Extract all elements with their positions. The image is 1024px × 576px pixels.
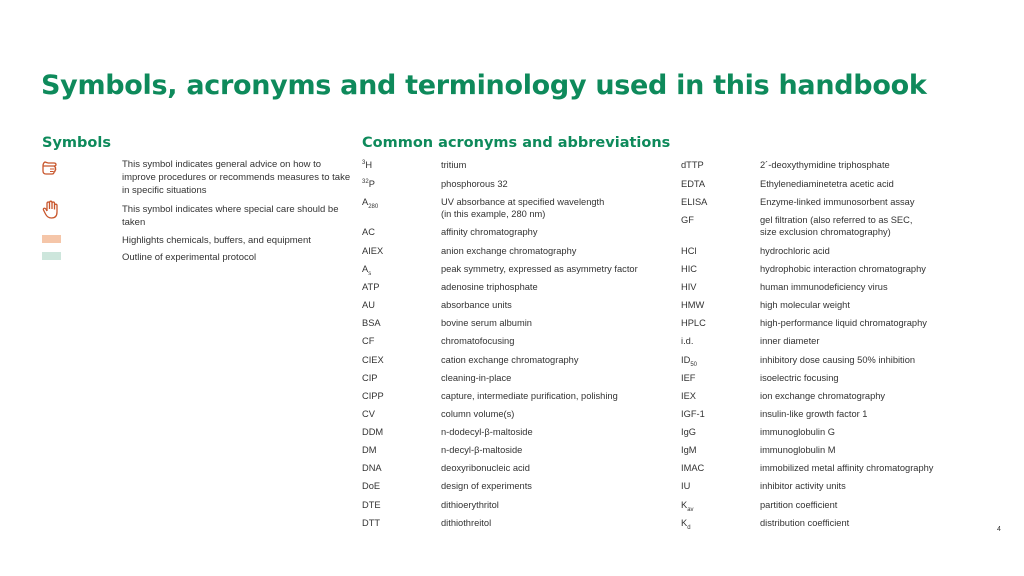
- raised-hand-icon: [42, 200, 60, 225]
- acronym-term: CV: [362, 409, 375, 419]
- acronym-superscript: 3: [362, 159, 366, 166]
- pointing-hand-icon: [42, 158, 62, 181]
- acronym-term: DTT: [362, 518, 381, 528]
- page-title: Symbols, acronyms and terminology used in this handbook: [41, 70, 927, 101]
- acronym-definition: dithiothreitol: [441, 518, 492, 528]
- acronym-term: $^3$H: [362, 159, 373, 170]
- acronym-definition: inhibitory dose causing 50% inhibition: [760, 355, 916, 365]
- acronym-term: $ID_{50}$: [681, 355, 697, 368]
- acronym-definition: cleaning-in-place: [441, 373, 512, 383]
- acronym-term: CIEX: [362, 355, 384, 365]
- acronym-term: $K_{av}$: [681, 500, 694, 513]
- acronym-definition: ion exchange chromatography: [760, 391, 886, 401]
- acronym-term: CF: [362, 336, 375, 346]
- acronym-subscript: 280: [368, 203, 379, 210]
- acronyms-heading: Common acronyms and abbreviations: [362, 135, 671, 151]
- acronym-definition: cation exchange chromatography: [441, 355, 579, 365]
- acronym-definition: insulin-like growth factor 1: [760, 409, 868, 419]
- acronym-term: $A_{280}$: [362, 197, 379, 210]
- acronym-definition: immobilized metal affinity chromatography: [760, 463, 934, 473]
- acronym-term: AU: [362, 300, 375, 310]
- acronym-term: HIC: [681, 264, 698, 274]
- acronym-definition: high-performance liquid chromatography: [760, 318, 927, 328]
- acronym-definition: partition coefficient: [760, 500, 838, 510]
- acronym-definition: design of experiments: [441, 481, 532, 491]
- acronym-subscript: d: [687, 524, 691, 531]
- acronym-definition: affinity chromatography: [441, 227, 538, 237]
- symbol-advice-text: This symbol indicates general advice on how to improve procedures or recommends measures to take in specific situations: [122, 159, 351, 196]
- acronym-term: DM: [362, 445, 377, 455]
- acronym-term: CIPP: [362, 391, 384, 401]
- acronym-definition: n-decyl-β-maltoside: [441, 445, 523, 455]
- acronym-term: ELISA: [681, 197, 708, 207]
- acronym-term: HPLC: [681, 318, 706, 328]
- acronym-subscript: av: [687, 506, 694, 513]
- acronym-term: i.d.: [681, 336, 694, 346]
- acronym-term: DTE: [362, 500, 381, 510]
- acronym-term: DDM: [362, 427, 384, 437]
- symbol-protocol-text: Outline of experimental protocol: [122, 252, 257, 263]
- symbols-heading: Symbols: [42, 135, 111, 151]
- acronym-definition: Ethylenediaminetetra acetic acid: [760, 179, 894, 189]
- acronym-term: $^{32}$P: [362, 178, 375, 189]
- acronym-term: IU: [681, 481, 691, 491]
- acronym-definition: capture, intermediate purification, polishing: [441, 391, 618, 401]
- acronym-term: HMW: [681, 300, 705, 310]
- acronym-definition: chromatofocusing: [441, 336, 515, 346]
- acronym-definition: isoelectric focusing: [760, 373, 839, 383]
- acronym-definition: high molecular weight: [760, 300, 850, 310]
- acronym-term: ATP: [362, 282, 380, 292]
- acronym-definition: immunoglobulin M: [760, 445, 836, 455]
- acronym-definition-cont: (in this example, 280 nm): [441, 209, 546, 219]
- acronym-definition: inhibitor activity units: [760, 481, 846, 491]
- acronym-term: $K_d$: [681, 518, 691, 531]
- acronym-definition: n-dodecyl-β-maltoside: [441, 427, 533, 437]
- acronym-definition: column volume(s): [441, 409, 515, 419]
- acronym-term: CIP: [362, 373, 378, 383]
- acronym-definition: inner diameter: [760, 336, 820, 346]
- acronym-definition: anion exchange chromatography: [441, 246, 577, 256]
- acronym-superscript: 32: [362, 178, 369, 185]
- acronym-definition: immunoglobulin G: [760, 427, 835, 437]
- acronym-definition: deoxyribonucleic acid: [441, 463, 530, 473]
- acronym-definition: tritium: [441, 160, 467, 170]
- acronym-term: DNA: [362, 463, 382, 473]
- acronym-definition: Enzyme-linked immunosorbent assay: [760, 197, 915, 207]
- acronym-term: IEX: [681, 391, 696, 401]
- acronym-definition: UV absorbance at specified wavelength: [441, 197, 605, 207]
- protocol-swatch: [42, 252, 61, 260]
- acronym-definition: hydrochloric acid: [760, 246, 830, 256]
- acronym-definition: peak symmetry, expressed as asymmetry factor: [441, 264, 638, 274]
- page-number: 4: [997, 526, 1001, 533]
- acronym-term: AC: [362, 227, 375, 237]
- acronym-term: dTTP: [681, 160, 704, 170]
- acronym-term: GF: [681, 215, 694, 225]
- acronym-term: IMAC: [681, 463, 705, 473]
- acronym-subscript: 50: [690, 361, 697, 368]
- acronym-term: IEF: [681, 373, 696, 383]
- symbol-caution-text: This symbol indicates where special care should be taken: [122, 204, 339, 228]
- acronym-term: IgM: [681, 445, 697, 455]
- acronym-term: BSA: [362, 318, 381, 328]
- acronym-term: DoE: [362, 481, 381, 491]
- acronym-definition: bovine serum albumin: [441, 318, 532, 328]
- acronym-definition: adenosine triphosphate: [441, 282, 538, 292]
- acronym-definition: phosphorous 32: [441, 179, 508, 189]
- acronym-term: HIV: [681, 282, 697, 292]
- highlight-swatch: [42, 235, 61, 243]
- acronym-definition: 2´-deoxythymidine triphosphate: [760, 160, 890, 170]
- acronym-subscript: s: [368, 270, 372, 277]
- acronym-term: HCl: [681, 246, 697, 256]
- acronym-term: IGF-1: [681, 409, 705, 419]
- acronym-term: AIEX: [362, 246, 384, 256]
- acronym-definition: dithioerythritol: [441, 500, 499, 510]
- acronym-definition: hydrophobic interaction chromatography: [760, 264, 926, 274]
- acronym-definition: human immunodeficiency virus: [760, 282, 888, 292]
- acronym-definition: gel filtration (also referred to as SEC,: [760, 215, 913, 225]
- acronym-term: EDTA: [681, 179, 706, 189]
- symbol-highlight-text: Highlights chemicals, buffers, and equipment: [122, 235, 311, 246]
- acronym-definition: absorbance units: [441, 300, 512, 310]
- acronym-definition-cont: size exclusion chromatography): [760, 227, 891, 237]
- acronym-term: $A_s$: [362, 264, 372, 277]
- acronym-term: IgG: [681, 427, 696, 437]
- acronym-definition: distribution coefficient: [760, 518, 850, 528]
